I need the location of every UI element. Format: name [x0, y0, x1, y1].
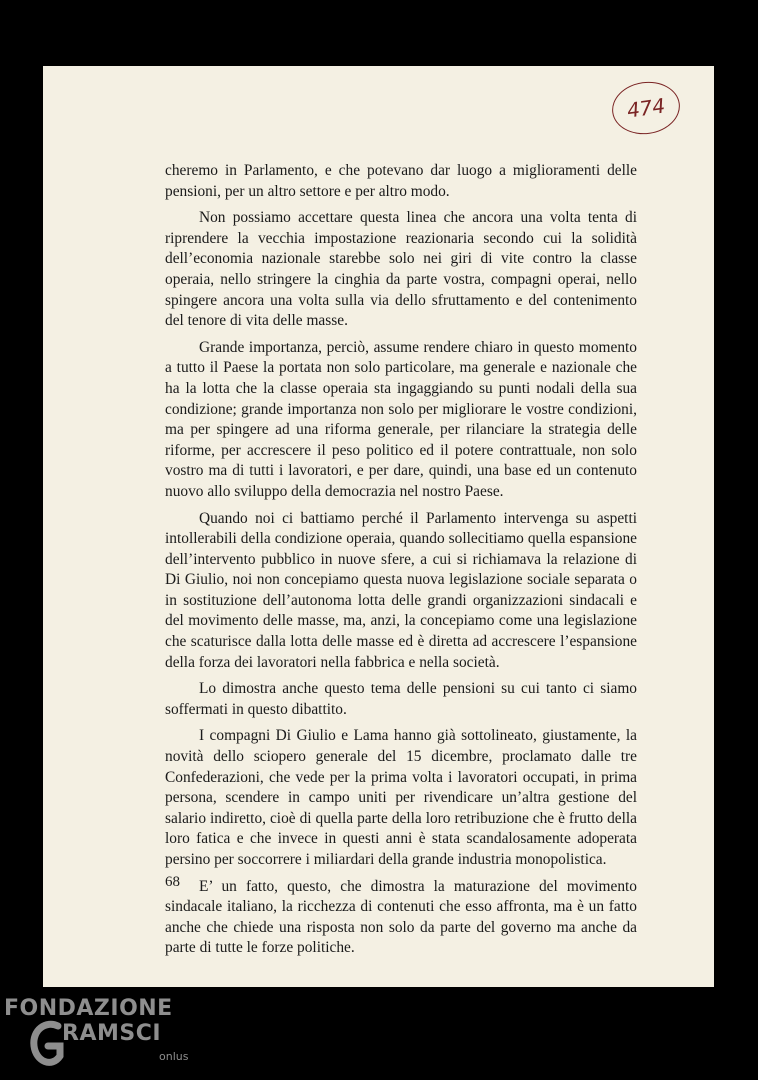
- paragraph: E’ un fatto, questo, che dimostra la maturazione del movimento sindacale italiano, la ricchezza di contenuti che esso affronta, ma è un fatto anche che chiede una risposta non solo da parte del governo ma anche da parte di tutte le forze politiche.: [165, 877, 637, 957]
- paragraph: Non possiamo accettare questa linea che ancora una volta tenta di riprendere la vecchia impostazione reazionaria secondo cui la solidità dell’economia nazionale starebbe solo nei giri di vite contro la classe operaia, nello stringere la cinghia da parte vostra, compagni operai, nello spingere ancora una volta sulla via dello sfruttamento e del contenimento del tenore di vita delle masse.: [165, 209, 637, 330]
- page-number: 68: [165, 874, 180, 890]
- logo-line-3: onlus: [159, 1050, 189, 1063]
- paragraph: Quando noi ci battiamo perché il Parlamento intervenga su aspetti intollerabili della condizione operaia, quando sollecitiamo quella espansione dell’intervento pubblico in nuove sfere, a cui si richiamava la relazione di Di Giulio, noi non concepiamo questa nuova legislazione sociale separata o in sostituzione dell’autonoma lotta delle grandi organizzazioni sindacali e del movimento delle masse, ma, anzi, la concepiamo come una legislazione che scaturisce dalla lotta delle masse ed è diretta ad accrescere l’espansione della forza dei lavoratori nella fabbrica e nella società.: [165, 509, 637, 671]
- logo-line-2: RAMSCI: [62, 1021, 162, 1046]
- paragraph: Grande importanza, perciò, assume rendere chiaro in questo momento a tutto il Paese la portata non solo particolare, ma generale e nazionale che ha la lotta che la classe operaia sta ingaggiando su punti nodali della sua condizione; grande importanza non solo per migliorare le vostre condizioni, ma per spingere ad una riforma generale, per rilanciare la strategia delle riforme, per accrescere il peso politico ed il potere contrattuale, non solo vostro ma di tutti i lavoratori, e per dare, quindi, una base ed un contenuto nuovo allo sviluppo della democrazia nel nostro Paese.: [165, 338, 637, 500]
- body-text: [165, 161, 637, 965]
- paragraph: Lo dimostra anche questo tema delle pensioni su cui tanto ci siamo soffermati in questo dibattito.: [165, 680, 637, 718]
- paragraph: cheremo in Parlamento, e che potevano dar luogo a miglioramenti delle pensioni, per un altro settore e per altro modo.: [165, 162, 637, 200]
- logo-line-1: FONDAZIONE: [4, 996, 173, 1021]
- annotation-text: 474: [625, 93, 667, 123]
- paragraph: I compagni Di Giulio e Lama hanno già sottolineato, giustamente, la novità dello sciopero generale del 15 dicembre, proclamato dalle tre Confederazioni, che vede per la prima volta i lavoratori occupati, in prima persona, scendere in campo uniti per rivendicare un’altra gestione del salario indiretto, cioè di quella parte della loro retribuzione che è frutto della loro fatica e che invece in questi anni è stata scandalosamente adoperata persino per soccorrere i miliardari della grande industria monopolistica.: [165, 727, 637, 868]
- fondazione-gramsci-logo: [4, 996, 194, 1076]
